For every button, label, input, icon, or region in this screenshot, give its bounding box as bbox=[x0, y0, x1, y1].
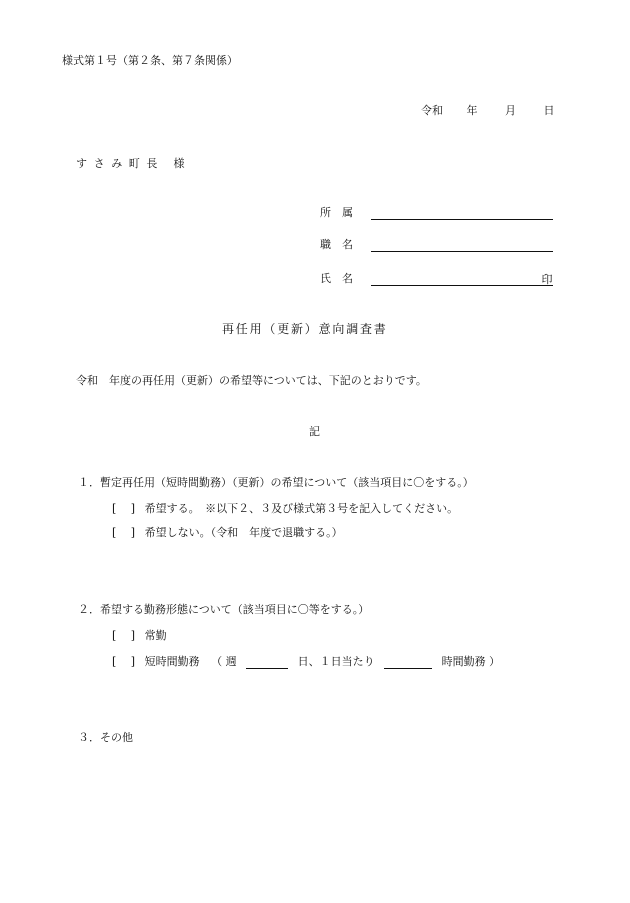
section1-option-wish[interactable] bbox=[112, 500, 458, 516]
short-time-open-paren: （ bbox=[211, 655, 223, 668]
addressee bbox=[76, 155, 185, 171]
section3-heading: ３．その他 bbox=[78, 731, 133, 744]
affiliation-field[interactable] bbox=[371, 207, 553, 220]
position-label: 職 名 bbox=[320, 238, 353, 251]
checkbox-no-wish[interactable]: [ ] bbox=[112, 526, 136, 539]
affiliation-row bbox=[320, 204, 553, 220]
date-year: 年 bbox=[466, 104, 478, 117]
option-label-shorttime: 短時間勤務 bbox=[144, 655, 200, 668]
intro-text: 令和 年度の再任用（更新）の希望等については、下記のとおりです。 bbox=[76, 374, 427, 387]
seal-mark: 印 bbox=[541, 273, 553, 286]
ki-mark: 記 bbox=[309, 425, 320, 438]
section1-option-no-wish[interactable] bbox=[112, 524, 343, 540]
short-time-days: 日、１日当たり bbox=[297, 655, 375, 668]
affiliation-label: 所 属 bbox=[320, 206, 353, 219]
short-time-close-paren: ） bbox=[489, 655, 501, 668]
checkbox-shorttime[interactable]: [ ] bbox=[112, 655, 136, 668]
date-month: 月 bbox=[505, 104, 516, 117]
short-time-week: 週 bbox=[225, 655, 237, 668]
form-number: 様式第１号（第２条、第７条関係） bbox=[62, 54, 238, 67]
name-row bbox=[320, 270, 553, 286]
date-day: 日 bbox=[543, 104, 555, 117]
addressee-name: すさみ町長 bbox=[76, 157, 164, 170]
section1-heading: １．暫定再任用（短時間勤務）（更新）の希望について（該当項目に〇をする。） bbox=[78, 476, 474, 489]
position-row bbox=[320, 236, 553, 252]
short-time-hours: 時間勤務 bbox=[441, 655, 486, 668]
name-field[interactable] bbox=[371, 271, 553, 286]
document-title: 再任用（更新）意向調査書 bbox=[222, 322, 388, 336]
section2-option-shorttime[interactable] bbox=[112, 653, 500, 669]
position-field[interactable] bbox=[371, 239, 553, 252]
option-label-fulltime: 常勤 bbox=[144, 629, 167, 642]
days-per-week-field[interactable] bbox=[246, 656, 288, 669]
addressee-honorific: 様 bbox=[173, 157, 185, 170]
hours-per-day-field[interactable] bbox=[384, 656, 432, 669]
section2-heading: ２．希望する勤務形態について（該当項目に〇等をする。） bbox=[78, 603, 370, 616]
checkbox-wish[interactable]: [ ] bbox=[112, 502, 136, 515]
option-label-wish: 希望する。 ※以下２、３及び様式第３号を記入してください。 bbox=[144, 502, 459, 515]
submission-date bbox=[421, 102, 555, 118]
option-label-no-wish: 希望しない。（令和 年度で退職する。） bbox=[144, 526, 343, 539]
checkbox-fulltime[interactable]: [ ] bbox=[112, 629, 136, 642]
section2-option-fulltime[interactable] bbox=[112, 627, 167, 643]
date-era: 令和 bbox=[421, 104, 443, 117]
name-label: 氏 名 bbox=[320, 272, 353, 285]
